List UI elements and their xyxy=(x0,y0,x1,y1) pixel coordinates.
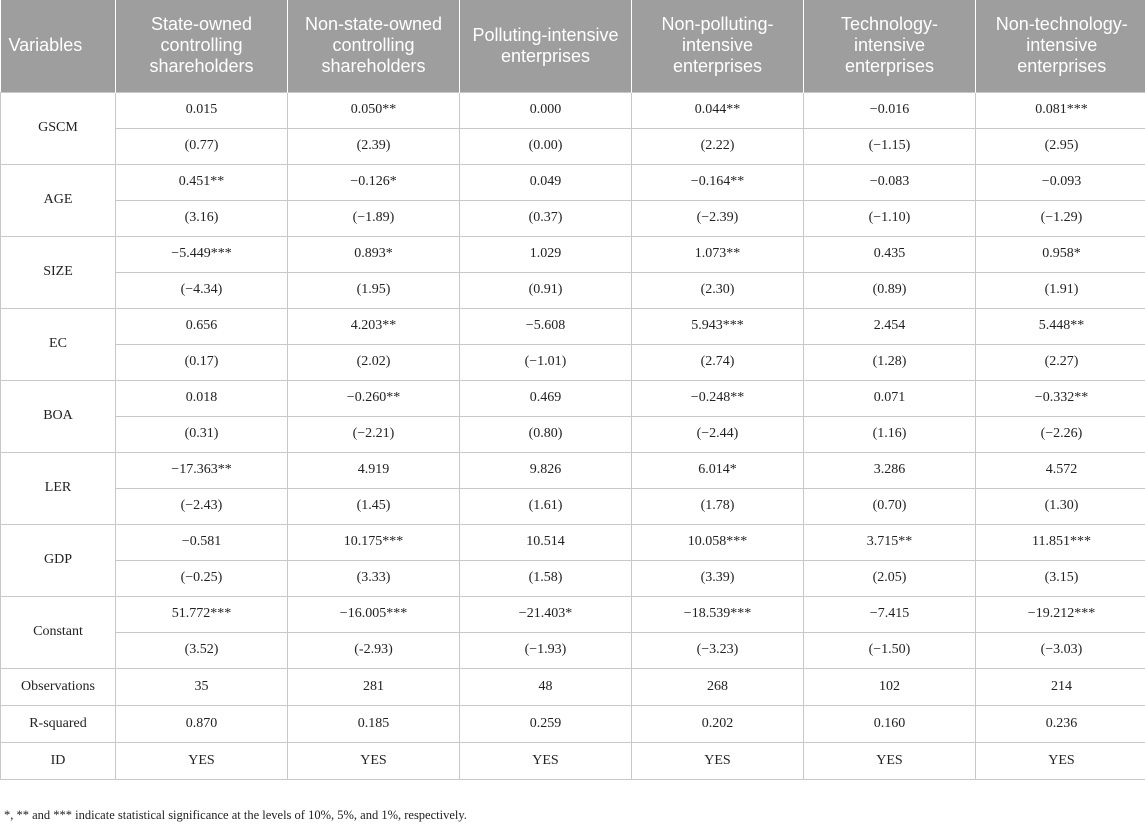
table-row-observations xyxy=(1,668,1145,705)
coef-cell: 0.435 xyxy=(804,236,976,272)
tstat-cell: (3.39) xyxy=(632,560,804,596)
tstat-cell: (0.91) xyxy=(460,272,632,308)
tstat-cell: (3.52) xyxy=(116,632,288,668)
coef-cell: 6.014* xyxy=(632,452,804,488)
table-row-tstat xyxy=(1,560,1145,596)
coef-cell: 3.286 xyxy=(804,452,976,488)
header-column: Technology-intensive enterprises xyxy=(804,0,976,92)
variable-name: GSCM xyxy=(1,92,116,164)
coef-cell: −0.093 xyxy=(976,164,1145,200)
coef-cell: −7.415 xyxy=(804,596,976,632)
variable-name: BOA xyxy=(1,380,116,452)
coef-cell: −18.539*** xyxy=(632,596,804,632)
value-cell: 281 xyxy=(288,668,460,705)
variable-name: LER xyxy=(1,452,116,524)
coef-cell: 0.049 xyxy=(460,164,632,200)
coef-cell: 3.715** xyxy=(804,524,976,560)
value-cell: 268 xyxy=(632,668,804,705)
tstat-cell: (−1.10) xyxy=(804,200,976,236)
coef-cell: 0.044** xyxy=(632,92,804,128)
coef-cell: 1.073** xyxy=(632,236,804,272)
coef-cell: −0.164** xyxy=(632,164,804,200)
value-cell: 35 xyxy=(116,668,288,705)
tstat-cell: (1.78) xyxy=(632,488,804,524)
coef-cell: 0.893* xyxy=(288,236,460,272)
value-cell: YES xyxy=(804,742,976,779)
coef-cell: 0.656 xyxy=(116,308,288,344)
tstat-cell: (−1.01) xyxy=(460,344,632,380)
coef-cell: 2.454 xyxy=(804,308,976,344)
coef-cell: 51.772*** xyxy=(116,596,288,632)
tstat-cell: (2.74) xyxy=(632,344,804,380)
coef-cell: −0.581 xyxy=(116,524,288,560)
tstat-cell: (−1.29) xyxy=(976,200,1145,236)
value-cell: 0.160 xyxy=(804,705,976,742)
value-cell: 0.259 xyxy=(460,705,632,742)
tstat-cell: (−2.26) xyxy=(976,416,1145,452)
variable-name: EC xyxy=(1,308,116,380)
table-row-coef xyxy=(1,164,1145,200)
coef-cell: 9.826 xyxy=(460,452,632,488)
tstat-cell: (2.02) xyxy=(288,344,460,380)
tstat-cell: (2.22) xyxy=(632,128,804,164)
coef-cell: 0.081*** xyxy=(976,92,1145,128)
tstat-cell: (2.95) xyxy=(976,128,1145,164)
header-variables: Variables xyxy=(1,0,116,92)
tstat-cell: (0.17) xyxy=(116,344,288,380)
coef-cell: 0.469 xyxy=(460,380,632,416)
table-row-tstat xyxy=(1,128,1145,164)
coef-cell: 0.451** xyxy=(116,164,288,200)
coef-cell: 1.029 xyxy=(460,236,632,272)
header-column: Non-polluting-intensive enterprises xyxy=(632,0,804,92)
header-column: Polluting-intensive enterprises xyxy=(460,0,632,92)
header-column: Non-state-owned controlling shareholders xyxy=(288,0,460,92)
tstat-cell: (3.16) xyxy=(116,200,288,236)
coef-cell: 0.050** xyxy=(288,92,460,128)
coef-cell: −17.363** xyxy=(116,452,288,488)
table-row-tstat xyxy=(1,488,1145,524)
header-column: Non-technology-intensive enterprises xyxy=(976,0,1145,92)
table-row-coef xyxy=(1,524,1145,560)
table-row-coef xyxy=(1,452,1145,488)
tstat-cell: (−4.34) xyxy=(116,272,288,308)
value-cell: 0.185 xyxy=(288,705,460,742)
table-row-coef xyxy=(1,92,1145,128)
variable-name: SIZE xyxy=(1,236,116,308)
coef-cell: −5.608 xyxy=(460,308,632,344)
tstat-cell: (−2.44) xyxy=(632,416,804,452)
table-row-id xyxy=(1,742,1145,779)
variable-name: R-squared xyxy=(1,705,116,742)
value-cell: YES xyxy=(460,742,632,779)
value-cell: 0.870 xyxy=(116,705,288,742)
coef-cell: −0.016 xyxy=(804,92,976,128)
tstat-cell: (1.16) xyxy=(804,416,976,452)
coef-cell: −0.260** xyxy=(288,380,460,416)
table-row-r-squared xyxy=(1,705,1145,742)
table-row-tstat xyxy=(1,272,1145,308)
tstat-cell: (−1.15) xyxy=(804,128,976,164)
table-footnote: *, ** and *** indicate statistical significance at the levels of 10%, 5%, and 1%, respectively. xyxy=(4,808,467,822)
tstat-cell: (2.39) xyxy=(288,128,460,164)
table-row-coef xyxy=(1,596,1145,632)
tstat-cell: (3.15) xyxy=(976,560,1145,596)
coef-cell: 4.203** xyxy=(288,308,460,344)
tstat-cell: (−0.25) xyxy=(116,560,288,596)
value-cell: 0.236 xyxy=(976,705,1145,742)
table-row-coef xyxy=(1,236,1145,272)
tstat-cell: (−1.93) xyxy=(460,632,632,668)
tstat-cell: (0.31) xyxy=(116,416,288,452)
table-row-tstat xyxy=(1,200,1145,236)
table-row-coef xyxy=(1,380,1145,416)
value-cell: YES xyxy=(116,742,288,779)
tstat-cell: (1.58) xyxy=(460,560,632,596)
value-cell: YES xyxy=(288,742,460,779)
coef-cell: 4.919 xyxy=(288,452,460,488)
table-body xyxy=(1,92,1145,779)
coef-cell: −0.332** xyxy=(976,380,1145,416)
tstat-cell: (−2.39) xyxy=(632,200,804,236)
header-column: State-owned controlling shareholders xyxy=(116,0,288,92)
coef-cell: 0.071 xyxy=(804,380,976,416)
tstat-cell: (2.30) xyxy=(632,272,804,308)
variable-name: GDP xyxy=(1,524,116,596)
table-row-tstat xyxy=(1,416,1145,452)
coef-cell: 11.851*** xyxy=(976,524,1145,560)
tstat-cell: (0.77) xyxy=(116,128,288,164)
value-cell: YES xyxy=(976,742,1145,779)
coef-cell: −19.212*** xyxy=(976,596,1145,632)
tstat-cell: (−1.50) xyxy=(804,632,976,668)
coef-cell: 0.015 xyxy=(116,92,288,128)
tstat-cell: (−2.21) xyxy=(288,416,460,452)
tstat-cell: (2.27) xyxy=(976,344,1145,380)
value-cell: YES xyxy=(632,742,804,779)
coef-cell: −0.126* xyxy=(288,164,460,200)
tstat-cell: (1.30) xyxy=(976,488,1145,524)
tstat-cell: (3.33) xyxy=(288,560,460,596)
tstat-cell: (0.89) xyxy=(804,272,976,308)
table-header-row xyxy=(1,0,1145,92)
variable-name: Observations xyxy=(1,668,116,705)
coef-cell: −21.403* xyxy=(460,596,632,632)
coef-cell: 0.000 xyxy=(460,92,632,128)
value-cell: 214 xyxy=(976,668,1145,705)
tstat-cell: (0.70) xyxy=(804,488,976,524)
tstat-cell: (−2.43) xyxy=(116,488,288,524)
coef-cell: −16.005*** xyxy=(288,596,460,632)
coef-cell: −0.083 xyxy=(804,164,976,200)
coef-cell: 0.018 xyxy=(116,380,288,416)
variable-name: Constant xyxy=(1,596,116,668)
variable-name: ID xyxy=(1,742,116,779)
table-row-tstat xyxy=(1,344,1145,380)
coef-cell: 10.175*** xyxy=(288,524,460,560)
tstat-cell: (1.28) xyxy=(804,344,976,380)
tstat-cell: (1.95) xyxy=(288,272,460,308)
value-cell: 0.202 xyxy=(632,705,804,742)
value-cell: 48 xyxy=(460,668,632,705)
coef-cell: 0.958* xyxy=(976,236,1145,272)
tstat-cell: (0.80) xyxy=(460,416,632,452)
tstat-cell: (−3.03) xyxy=(976,632,1145,668)
tstat-cell: (1.91) xyxy=(976,272,1145,308)
tstat-cell: (1.61) xyxy=(460,488,632,524)
variable-name: AGE xyxy=(1,164,116,236)
coef-cell: 5.943*** xyxy=(632,308,804,344)
tstat-cell: (2.05) xyxy=(804,560,976,596)
coef-cell: 5.448** xyxy=(976,308,1145,344)
coef-cell: 4.572 xyxy=(976,452,1145,488)
coef-cell: 10.058*** xyxy=(632,524,804,560)
tstat-cell: (−1.89) xyxy=(288,200,460,236)
tstat-cell: (0.00) xyxy=(460,128,632,164)
tstat-cell: (−3.23) xyxy=(632,632,804,668)
tstat-cell: (1.45) xyxy=(288,488,460,524)
coef-cell: −0.248** xyxy=(632,380,804,416)
coef-cell: 10.514 xyxy=(460,524,632,560)
tstat-cell: (0.37) xyxy=(460,200,632,236)
value-cell: 102 xyxy=(804,668,976,705)
table-row-coef xyxy=(1,308,1145,344)
table-row-tstat xyxy=(1,632,1145,668)
tstat-cell: (-2.93) xyxy=(288,632,460,668)
coef-cell: −5.449*** xyxy=(116,236,288,272)
